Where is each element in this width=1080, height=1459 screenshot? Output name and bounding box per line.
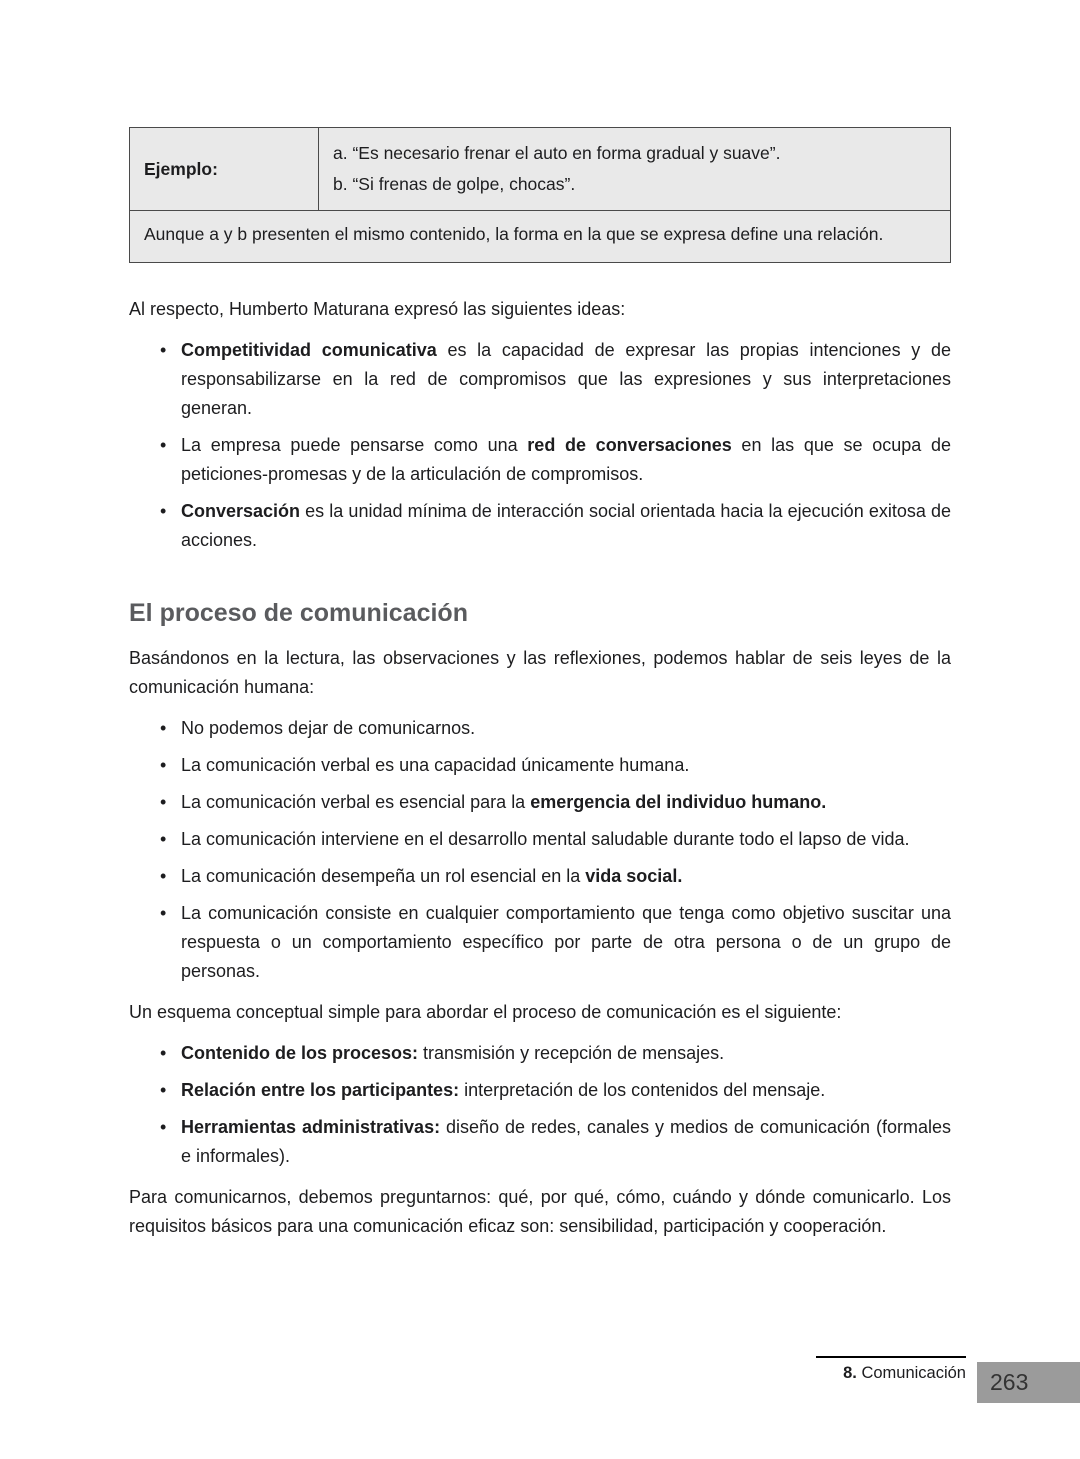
bullet-item: [129, 899, 951, 986]
bullet-item: [129, 788, 951, 817]
footer-chapter: [843, 1364, 966, 1383]
bullet-marker: •: [160, 755, 167, 776]
maturana-bullet-list: [129, 336, 951, 555]
bullet-marker: •: [160, 501, 167, 522]
bullet-item: [129, 1113, 951, 1171]
section-heading: El proceso de comunicación: [129, 599, 468, 628]
bullet-marker: •: [160, 866, 167, 887]
bullet-text: La comunicación interviene en el desarrollo mental saludable durante todo el lapso de vida.: [181, 829, 910, 850]
bullet-item: [129, 1076, 951, 1105]
bullet-item: [129, 1039, 951, 1068]
schema-bullet-list: [129, 1039, 951, 1171]
bullet-marker: •: [160, 718, 167, 739]
footer-rule: [816, 1356, 966, 1358]
bullet-marker: •: [160, 1080, 167, 1101]
bullet-text: La comunicación desempeña un rol esencial en la vida social.: [181, 866, 683, 887]
bullet-item: [129, 862, 951, 891]
bullet-marker: •: [160, 829, 167, 850]
footer-chapter-title: Comunicación: [861, 1364, 966, 1382]
bullet-text: Herramientas administrativas: diseño de redes, canales y medios de comunicación (formales e informales).: [181, 1117, 952, 1167]
laws-bullet-list: [129, 714, 951, 986]
bullet-text: La empresa puede pensarse como una red de conversaciones en las que se ocupa de peticiones-promesas y de la articulación de compromisos.: [181, 435, 951, 485]
page-number: 263: [990, 1369, 1029, 1395]
bullet-item: [129, 497, 951, 555]
bullet-item: [129, 714, 951, 743]
bullet-item: [129, 431, 951, 489]
example-item-b: b. “Si frenas de golpe, chocas”.: [333, 174, 576, 195]
footer-chapter-number: 8.: [843, 1364, 857, 1382]
bullet-marker: •: [160, 792, 167, 813]
bullet-text: Contenido de los procesos: transmisión y recepción de mensajes.: [181, 1043, 725, 1064]
bullet-text: Conversación es la unidad mínima de interacción social orientada hacia la ejecución exitosa de acciones.: [181, 501, 951, 551]
example-note: Aunque a y b presenten el mismo contenido, la forma en la que se expresa define una relación.: [144, 224, 884, 245]
bullet-marker: •: [160, 435, 167, 456]
bullet-item: [129, 336, 951, 423]
page-content: [129, 127, 951, 1253]
example-item-a: a. “Es necesario frenar el auto en forma gradual y suave”.: [333, 143, 781, 163]
page-number-tab: [977, 1362, 1080, 1403]
bullet-text: Competitividad comunicativa es la capacidad de expresar las propias intenciones y de responsabilizarse en la red de compromisos que las expresiones y sus interpretaciones generan.: [181, 340, 951, 419]
intro-paragraph: Al respecto, Humberto Maturana expresó las siguientes ideas:: [129, 299, 626, 320]
bullet-marker: •: [160, 1117, 167, 1138]
example-items: [319, 128, 950, 210]
bullet-marker: •: [160, 1043, 167, 1064]
example-label: Ejemplo:: [130, 128, 319, 210]
lead-paragraph: Basándonos en la lectura, las observaciones y las reflexiones, podemos hablar de seis leyes de la comunicación humana:: [129, 648, 951, 698]
bullet-text: No podemos dejar de comunicarnos.: [181, 718, 476, 739]
bullet-text: La comunicación consiste en cualquier comportamiento que tenga como objetivo suscitar una respuesta o un comportamiento específico por parte de otra persona o de un grupo de personas.: [181, 903, 951, 982]
bullet-text: La comunicación verbal es esencial para la emergencia del individuo humano.: [181, 792, 827, 813]
bullet-marker: •: [160, 340, 167, 361]
bullet-text: Relación entre los participantes: interpretación de los contenidos del mensaje.: [181, 1080, 826, 1101]
closing-paragraph: Para comunicarnos, debemos preguntarnos: qué, por qué, cómo, cuándo y dónde comunicarlo. Los requisitos básicos para una comunicación eficaz son: sensibilidad, participación y cooperación.: [129, 1187, 951, 1237]
schema-paragraph: Un esquema conceptual simple para abordar el proceso de comunicación es el siguiente:: [129, 1002, 842, 1023]
bullet-item: [129, 825, 951, 854]
bullet-marker: •: [160, 903, 167, 924]
example-box: [129, 127, 951, 263]
bullet-item: [129, 751, 951, 780]
bullet-text: La comunicación verbal es una capacidad únicamente humana.: [181, 755, 690, 776]
example-box-row: [130, 128, 950, 211]
